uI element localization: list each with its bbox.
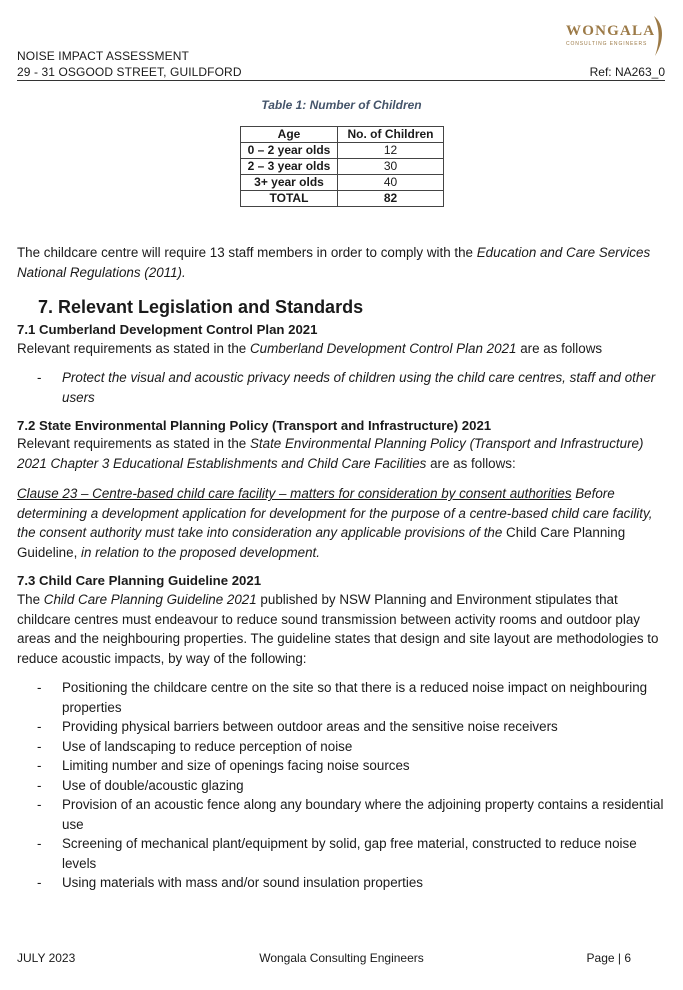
- clause-23-title: Clause 23 – Centre-based child care facility – matters for consideration by consent authorities: [17, 486, 572, 501]
- footer-date: JULY 2023: [17, 951, 76, 965]
- bullet-dash: -: [37, 370, 42, 385]
- table-cell-age: 2 – 3 year olds: [241, 159, 338, 175]
- table-row: [241, 175, 444, 191]
- s71-text-c: are as follows: [516, 341, 603, 356]
- s72-text-c: are as follows:: [426, 455, 516, 471]
- header-ref: Ref: NA263_0: [589, 65, 665, 79]
- table-header-count: No. of Children: [338, 127, 444, 143]
- table-total-row: [241, 191, 444, 207]
- bullet-dash: -: [37, 758, 42, 773]
- footer-page-number: Page | 6: [586, 951, 631, 965]
- bullet-dash: -: [37, 739, 42, 754]
- bullet-dash: -: [37, 680, 42, 695]
- section-heading: 7. Relevant Legislation and Standards: [38, 297, 364, 317]
- logo-tagline: CONSULTING ENGINEERS: [566, 41, 648, 47]
- table-cell-count: 12: [338, 143, 444, 159]
- subsection-7-1-heading: 7.1 Cumberland Development Control Plan 2021: [17, 322, 318, 337]
- children-table: [240, 126, 444, 207]
- bullet-dash: -: [37, 778, 42, 793]
- bullet-dash: -: [37, 797, 42, 812]
- table-cell-age: 3+ year olds: [241, 175, 338, 191]
- list-item: Using materials with mass and/or sound insulation properties: [62, 875, 423, 890]
- header-title: NOISE IMPACT ASSESSMENT: [17, 49, 189, 63]
- clause-23-body: Before determining a development application for development for the purpose of a centre-based child care facility, the consent authority must take into consideration any applicable provisions of the: [17, 486, 653, 540]
- clause-23-end: in relation to the proposed development.: [77, 544, 320, 560]
- s73-text-a: The: [17, 592, 44, 607]
- table-cell-count: 30: [338, 159, 444, 175]
- list-item: Positioning the childcare centre on the site so that there is a reduced noise impact on neighbouring properties: [62, 680, 648, 715]
- table-header-row: [241, 127, 444, 143]
- list-item: Limiting number and size of openings facing noise sources: [62, 758, 410, 773]
- list-item: Use of double/acoustic glazing: [62, 778, 244, 793]
- list-item: Provision of an acoustic fence along any boundary where the adjoining property contains a residential use: [62, 797, 664, 832]
- subsection-7-3-text: [17, 590, 669, 668]
- bullet-dash: -: [37, 836, 42, 851]
- clause-23-paragraph: [17, 484, 669, 562]
- logo-wordmark: WONGALA: [566, 23, 656, 39]
- table-cell-count: 40: [338, 175, 444, 191]
- table-total-value: 82: [338, 191, 444, 207]
- company-logo: [560, 14, 670, 60]
- table-header-age: Age: [241, 127, 338, 143]
- list-item: Protect the visual and acoustic privacy needs of children using the child care centres, staff and other users: [62, 370, 656, 405]
- s73-text-b: Child Care Planning Guideline 2021: [43, 592, 257, 607]
- s71-text-b: Cumberland Development Control Plan 2021: [249, 341, 517, 356]
- subsection-7-3-heading: 7.3 Child Care Planning Guideline 2021: [17, 573, 262, 588]
- clause-23-guideline: Child Care Planning Guideline,: [17, 525, 626, 560]
- staff-paragraph: [17, 243, 669, 282]
- table-cell-age: 0 – 2 year olds: [241, 143, 338, 159]
- table-row: [241, 159, 444, 175]
- staff-regulation: Education and Care Services National Regulations (2011).: [17, 245, 651, 280]
- subsection-7-2-heading: 7.2 State Environmental Planning Policy (Transport and Infrastructure) 2021: [17, 418, 492, 433]
- s73-text-c: published by NSW Planning and Environment stipulates that childcare centres must endeavour to reduce sound transmission between activity rooms and outdoor play areas and the neighbouring properties. The guideline states that design and site layout are methodologies to reduce acoustic impacts, by way of the following:: [17, 592, 659, 666]
- header-address: 29 - 31 OSGOOD STREET, GUILDFORD: [17, 65, 242, 79]
- footer-company: Wongala Consulting Engineers: [259, 951, 424, 965]
- table-caption: Table 1: Number of Children: [261, 98, 422, 112]
- bullet-dash: -: [37, 875, 42, 890]
- list-item: Providing physical barriers between outdoor areas and the sensitive noise receivers: [62, 719, 558, 734]
- subsection-7-1-text: [17, 339, 669, 359]
- s72-text-a: Relevant requirements as stated in the: [17, 436, 250, 451]
- list-item: Use of landscaping to reduce perception of noise: [62, 739, 353, 754]
- table-total-label: TOTAL: [241, 191, 338, 207]
- list-item: Screening of mechanical plant/equipment by solid, gap free material, constructed to reduce noise levels: [62, 836, 637, 871]
- table-row: [241, 143, 444, 159]
- staff-text: The childcare centre will require 13 staff members in order to comply with the: [17, 245, 477, 260]
- header-divider: [17, 80, 665, 81]
- s72-text-b: State Environmental Planning Policy (Transport and Infrastructure) 2021 Chapter 3 Educational Establishments and Child Care Facilities: [17, 436, 644, 471]
- bullet-dash: -: [37, 719, 42, 734]
- subsection-7-2-text: [17, 434, 669, 473]
- s71-text-a: Relevant requirements as stated in the: [17, 341, 250, 356]
